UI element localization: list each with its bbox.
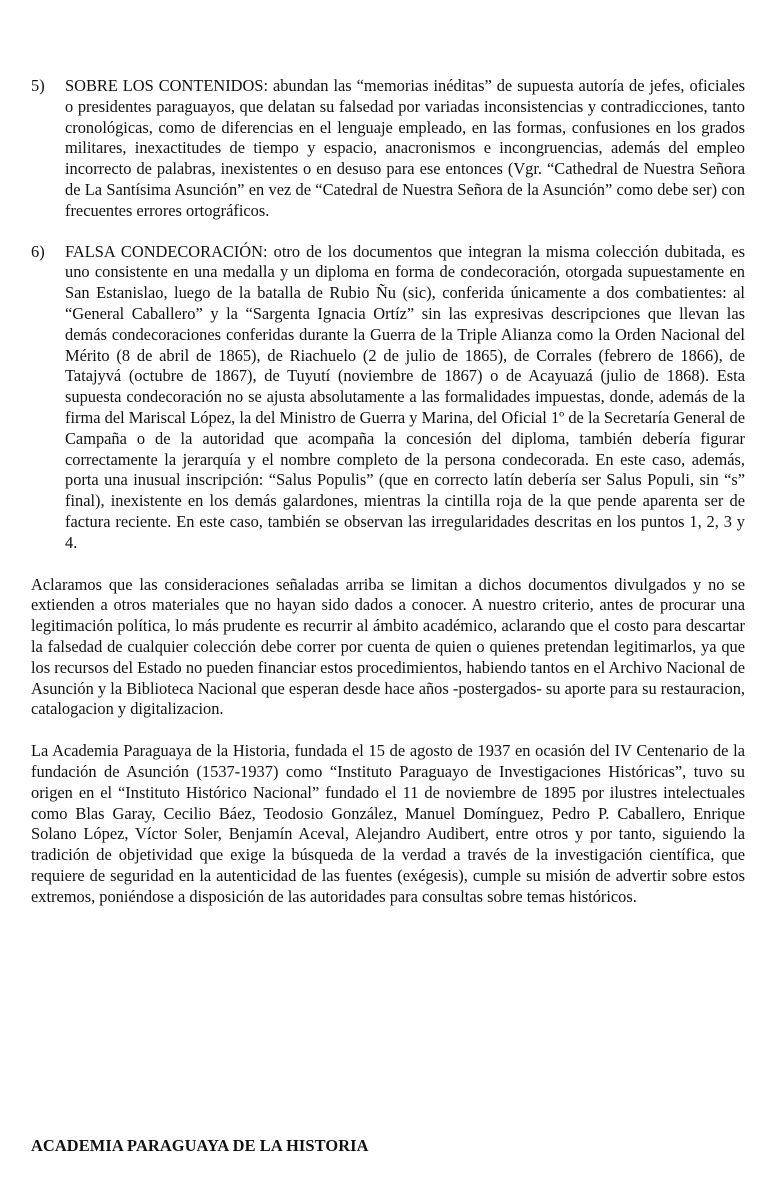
- signature: ACADEMIA PARAGUAYA DE LA HISTORIA: [31, 1136, 369, 1155]
- paragraph-clarification: Aclaramos que las consideraciones señaladas arriba se limitan a dichos documentos divulgados y no se extienden a otros materiales que no hayan sido dados a conocer. A nuestro criterio, antes de procurar una legitimación política, lo más prudente es recurrir al ámbito académico, aclarando que el costo para descartar la falsedad de cualquier colección debe correr por cuenta de quien o quienes pretendan legitimarlos, ya que los recursos del Estado no pueden financiar estos procedimientos, habiendo tantos en el Archivo Nacional de Asunción y la Biblioteca Nacional que esperan desde hace años -postergados- su aporte para su restauracion, catalogacion y digitalizacion.: [31, 574, 745, 719]
- list-item-6: [31, 242, 745, 554]
- item-number: 5): [31, 76, 45, 95]
- paragraph-academy-history: La Academia Paraguaya de la Historia, fundada el 15 de agosto de 1937 en ocasión del IV Centenario de la fundación de Asunción (1537-1937) como “Instituto Paraguayo de Investigaciones Históricas”, tuvo su origen en el “Instituto Histórico Nacional” fundado el 11 de noviembre de 1895 por ilustres intelectuales como Blas Garay, Cecilio Báez, Teodosio González, Manuel Domínguez, Pedro P. Caballero, Enrique Solano López, Víctor Soler, Benjamín Aceval, Alejandro Audibert, entre otros y por tanto, siguiendo la tradición de objetividad que exige la búsqueda de la verdad a través de la investigación científica, que requiere de seguridad en la autenticidad de las fuentes (exégesis), cumple su misión de advertir sobre estos extremos, poniéndose a disposición de las autoridades para consultas sobre temas históricos.: [31, 741, 745, 906]
- list-item-5: [31, 76, 745, 222]
- item-text: FALSA CONDECORACIÓN: otro de los documentos que integran la misma colección dubitada, es uno consistente en una medalla y un diploma en forma de condecoración, otorgada supuestamente en San Estanislao, luego de la batalla de Rubio Ñu (sic), conferida únicamente a dos combatientes: al “General Caballero” y la “Sargenta Ignacia Ortíz” sin las expresivas descripciones que llevan las demás condecoraciones conferidas durante la Guerra de la Triple Alianza como la Orden Nacional del Mérito (8 de abril de 1865), de Riachuelo (2 de julio de 1865), de Corrales (febrero de 1866), de Tatajyvá (octubre de 1867), de Tuyutí (noviembre de 1867) o de Acayuazá (julio de 1868). Esta supuesta condecoración no se ajusta absolutamente a las formalidades impuestas, donde, además de la firma del Mariscal López, la del Ministro de Guerra y Marina, del Oficial 1º de la Secretaría General de Campaña o de la autoridad que acompaña la concesión del diploma, también debería figurar correctamente la jerarquía y el nombre completo de la persona condecorada. En este caso, además, porta una inusual inscripción: “Salus Populis” (que en correcto latín debería ser Salus Populi, sin “s” final), inexistente en los demás galardones, mientras la cintilla roja de la que pende aparenta ser de factura reciente. En este caso, también se observan las irregularidades descritas en los puntos 1, 2, 3 y 4.: [65, 241, 745, 552]
- item-text: SOBRE LOS CONTENIDOS: abundan las “memorias inéditas” de supuesta autoría de jefes, oficiales o presidentes paraguayos, que delatan su falsedad por variadas inconsistencias y contradicciones, tanto cronológicas, como de diferencias en el lenguaje empleado, en las formas, confusiones en los grados militares, inexactitudes de tiempo y espacio, anacronismos e incongruencias, además del empleo incorrecto de palabras, inexistentes o en desuso para ese entonces (Vgr. “Cathedral de Nuestra Señora de La Santísima Asunción” en vez de “Catedral de Nuestra Señora de la Asunción” como debe ser) con frecuentes errores ortográficos.: [65, 76, 745, 220]
- item-number: 6): [31, 241, 45, 261]
